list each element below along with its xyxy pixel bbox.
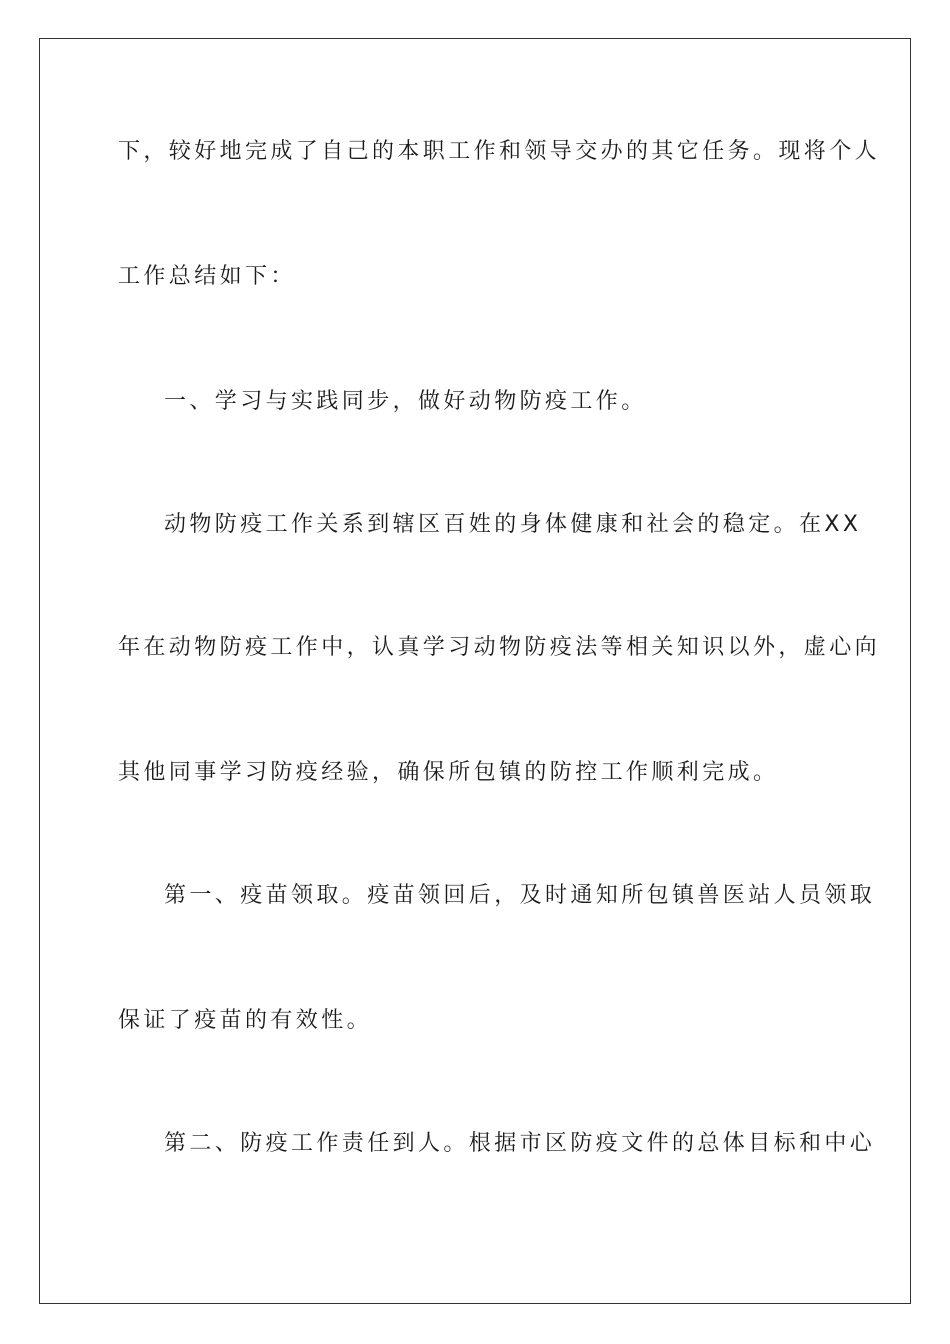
paragraph-line: 工作总结如下： — [118, 264, 296, 289]
paragraph-line: 其他同事学习防疫经验，确保所包镇的防控工作顺利完成。 — [118, 760, 779, 785]
paragraph-line: 年在动物防疫工作中，认真学习动物防疫法等相关知识以外，虚心向 — [118, 635, 881, 660]
paragraph-line: 保证了疫苗的有效性。 — [118, 1008, 373, 1033]
paragraph-line: 第二、防疫工作责任到人。根据市区防疫文件的总体目标和中心 — [164, 1131, 876, 1156]
page-border — [39, 38, 911, 1304]
paragraph-line: 动物防疫工作关系到辖区百姓的身体健康和社会的稳定。在XX — [164, 512, 862, 537]
paragraph-line: 下，较好地完成了自己的本职工作和领导交办的其它任务。现将个人 — [118, 139, 881, 164]
paragraph-line: 第一、疫苗领取。疫苗领回后，及时通知所包镇兽医站人员领取 — [164, 883, 876, 908]
section-heading: 一、学习与实践同步，做好动物防疫工作。 — [164, 389, 647, 414]
